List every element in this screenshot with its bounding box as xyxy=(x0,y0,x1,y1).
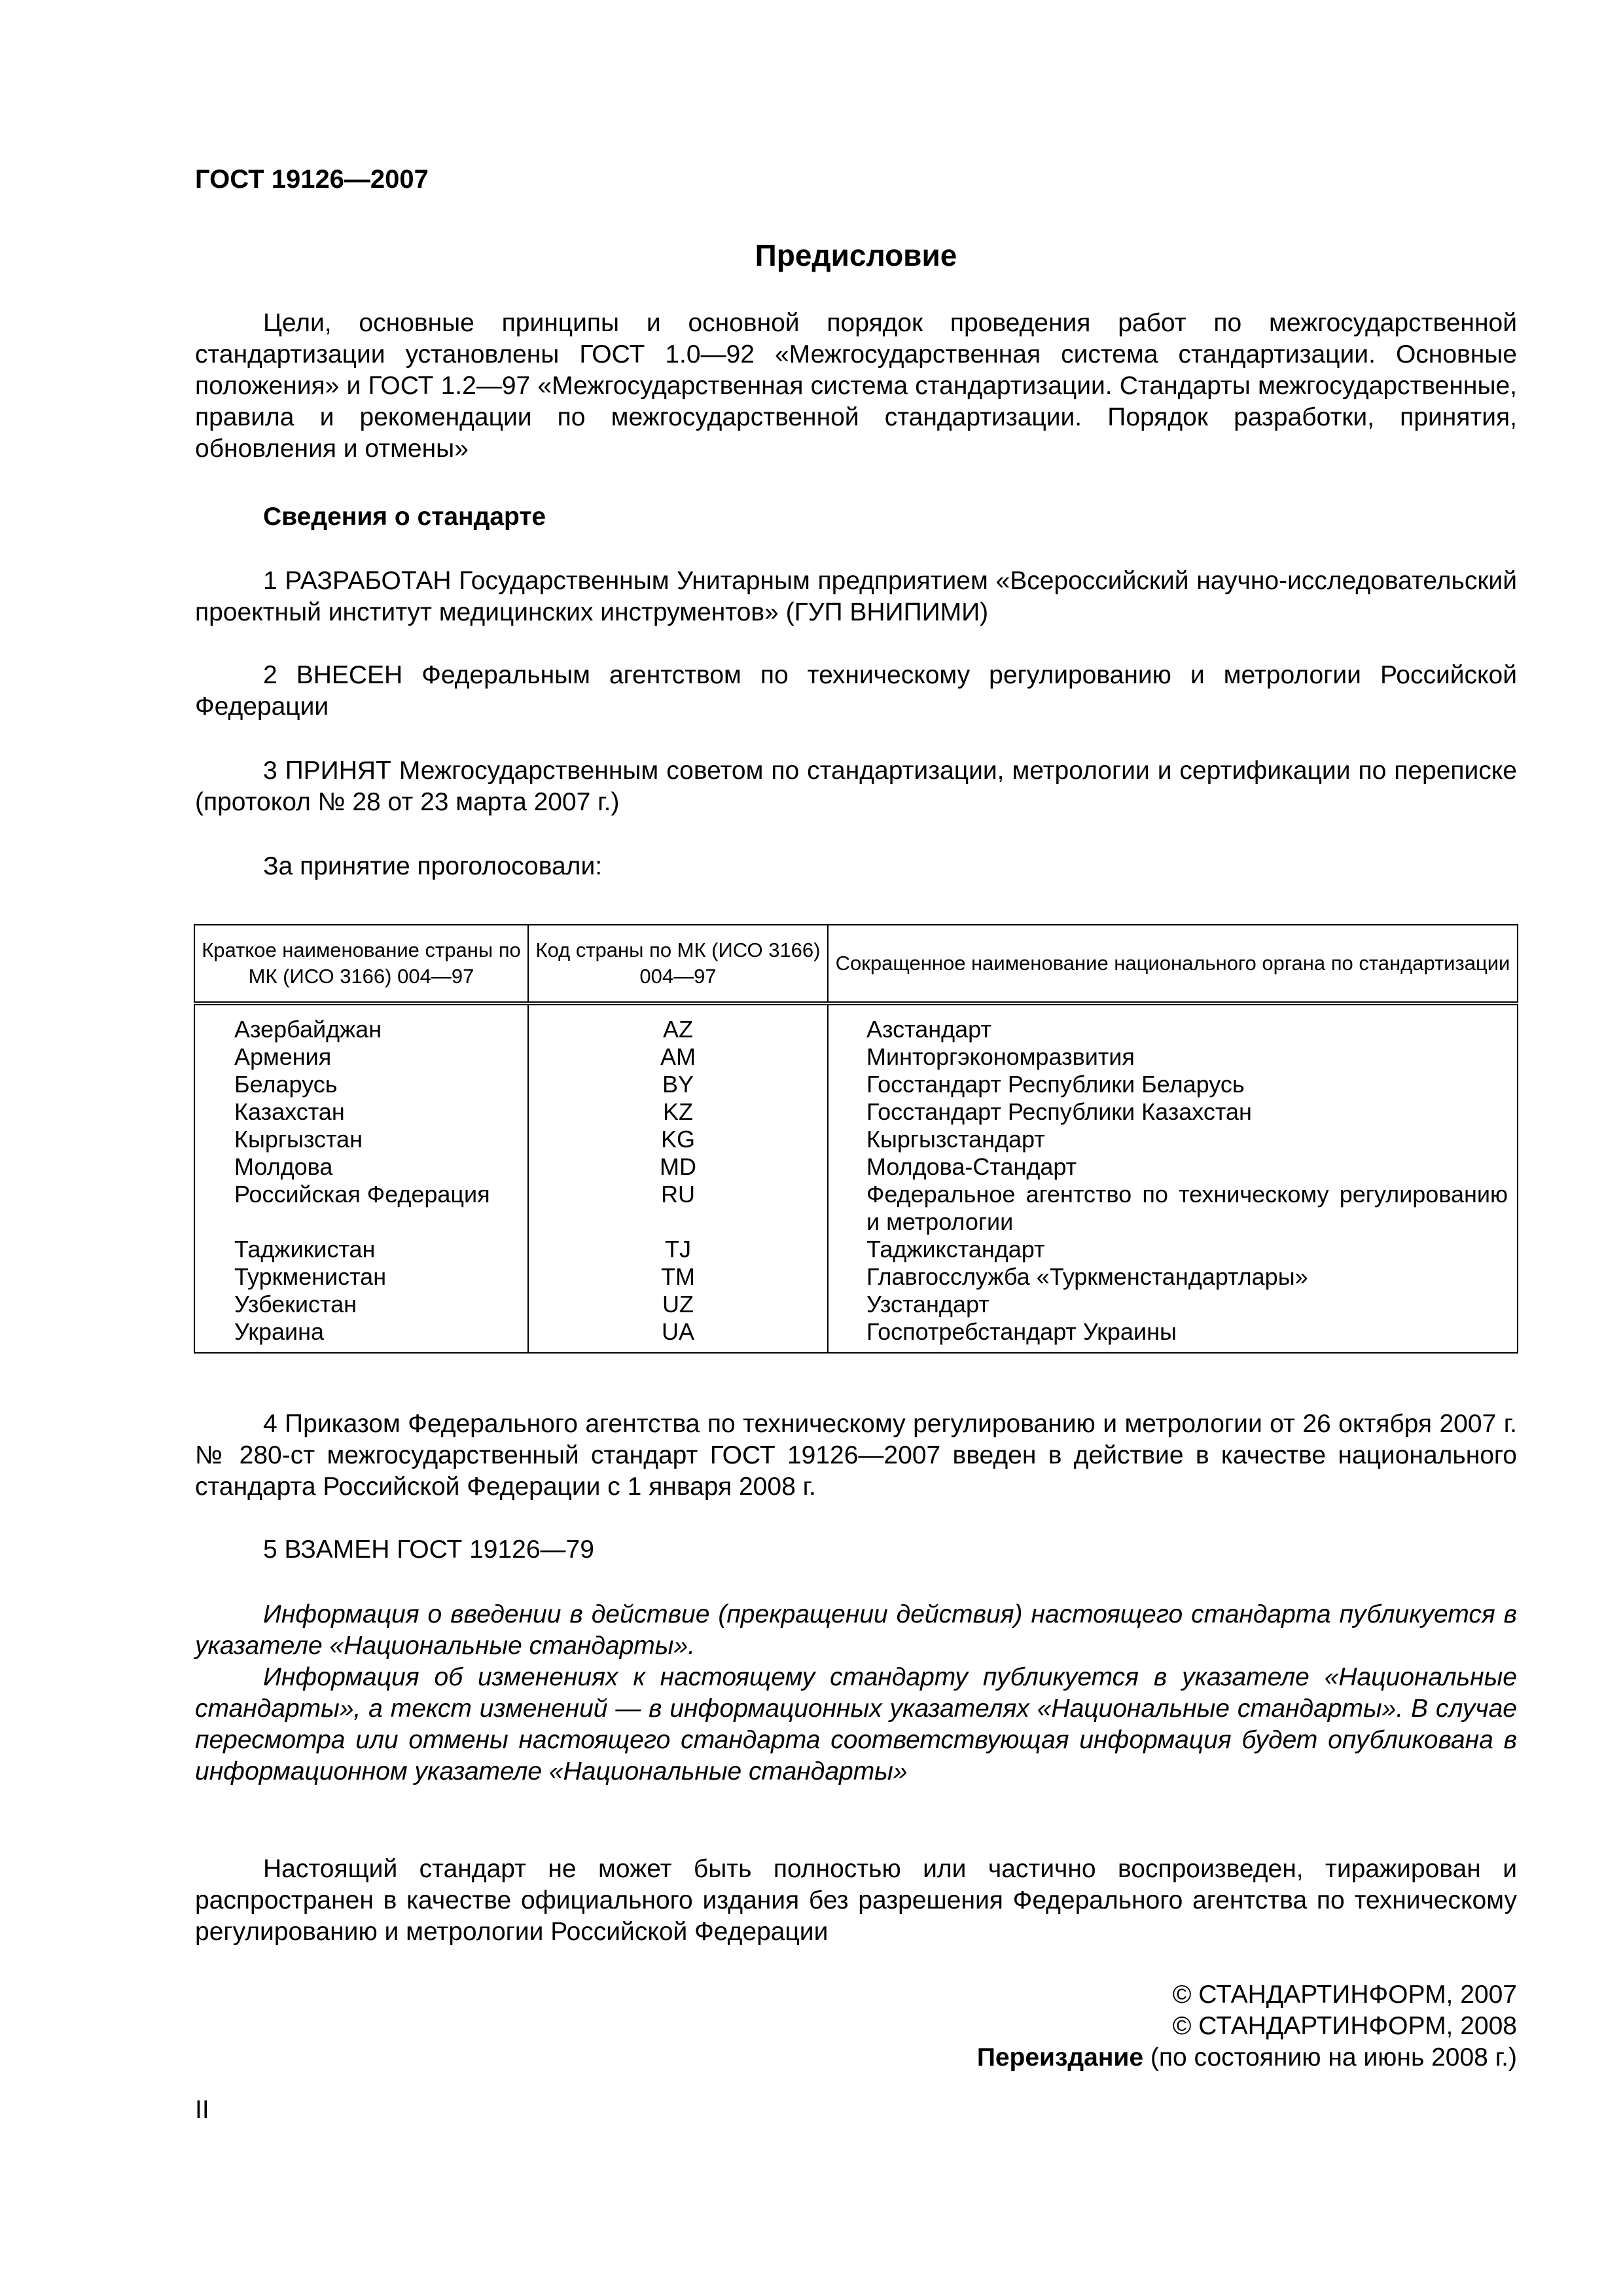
country-cell: Молдова xyxy=(194,1153,528,1181)
info-text: Информация об изменениях к настоящему стандарту публикуется в указателе «Национальные стандарты», а текст изменений — в информационных указателях «Национальные стандарты». В случае пересмотра или отмены настоящего стандарта соответствующая информация будет опубликована в информационном указателе «Национальные стандарты» xyxy=(195,1663,1517,1785)
item-text: 2 ВНЕСЕН Федеральным агентством по техническому регулированию и метрологии Российской Федерации xyxy=(195,661,1517,721)
body-cell: Главгосслужба «Туркменстандартлары» xyxy=(828,1263,1518,1291)
country-cell: Кыргызстан xyxy=(194,1126,528,1153)
country-cell: Армения xyxy=(194,1043,528,1071)
table-row xyxy=(194,1181,1518,1236)
body-cell: Кыргызстандарт xyxy=(828,1126,1518,1153)
info-block xyxy=(195,1599,1517,1787)
col-header-code: Код страны по МК (ИСО 3166) 004—97 xyxy=(528,925,828,1003)
col-header-body: Сокращенное наименование национального органа по стандартизации xyxy=(828,925,1518,1003)
country-cell: Украина xyxy=(194,1318,528,1353)
table-row xyxy=(194,1098,1518,1126)
country-cell: Беларусь xyxy=(194,1071,528,1098)
intro-paragraph xyxy=(195,308,1517,465)
table-row xyxy=(194,1291,1518,1318)
code-cell: BY xyxy=(528,1071,828,1098)
table-row xyxy=(194,1003,1518,1043)
body-cell: Таджикстандарт xyxy=(828,1236,1518,1263)
table-row xyxy=(194,1153,1518,1181)
item-1 xyxy=(195,565,1517,628)
reissue-line xyxy=(195,2042,1517,2073)
item-text: 3 ПРИНЯТ Межгосударственным советом по стандартизации, метрологии и сертификации по переписке (протокол № 28 от 23 марта 2007 г.) xyxy=(195,757,1517,816)
item-text: 5 ВЗАМЕН ГОСТ 19126—79 xyxy=(263,1535,594,1564)
item-5 xyxy=(195,1534,1517,1566)
intro-text: Цели, основные принципы и основной порядок проведения работ по межгосударственной стандартизации установлены ГОСТ 1.0—92 «Межгосударственная система стандартизации. Основные положения» и ГОСТ 1.2—97 «Межгосударственная система стандартизации. Стандарты межгосударственные, правила и рекомендации по межгосударственной стандартизации. Порядок разработки, принятия, обновления и отмены» xyxy=(195,309,1517,463)
page-number: II xyxy=(195,2096,209,2124)
notice-text: Настоящий стандарт не может быть полностью или частично воспроизведен, тиражирован и распространен в качестве официального издания без разрешения Федерального агентства по техническому регулированию и метрологии Российской Федерации xyxy=(195,1855,1517,1946)
copyright-block xyxy=(195,1979,1517,2073)
code-cell: AM xyxy=(528,1043,828,1071)
table-row xyxy=(194,1318,1518,1353)
code-cell: AZ xyxy=(528,1003,828,1043)
copyright-line: © СТАНДАРТИНФОРМ, 2007 xyxy=(1172,1981,1517,2009)
item-2 xyxy=(195,660,1517,723)
table-row xyxy=(194,1263,1518,1291)
code-cell: TJ xyxy=(528,1236,828,1263)
body-cell: Азстандарт xyxy=(828,1003,1518,1043)
body-cell: Госстандарт Республики Казахстан xyxy=(828,1098,1518,1126)
reissue-label: Переиздание xyxy=(976,2043,1144,2072)
code-cell: UA xyxy=(528,1318,828,1353)
page-title: Предисловие xyxy=(755,238,957,272)
body-cell: Госпотребстандарт Украины xyxy=(828,1318,1518,1353)
code-cell: RU xyxy=(528,1181,828,1236)
section-heading-text: Сведения о стандарте xyxy=(263,503,546,531)
table-row xyxy=(194,1236,1518,1263)
country-cell: Таджикистан xyxy=(194,1236,528,1263)
code-cell: UZ xyxy=(528,1291,828,1318)
code-cell: MD xyxy=(528,1153,828,1181)
code-cell: TM xyxy=(528,1263,828,1291)
body-cell: Молдова-Стандарт xyxy=(828,1153,1518,1181)
country-cell: Узбекистан xyxy=(194,1291,528,1318)
copyright-line: © СТАНДАРТИНФОРМ, 2008 xyxy=(1172,2012,1517,2040)
section-heading xyxy=(195,501,1517,533)
body-cell: Федеральное агентство по техническому регулированию и метрологии xyxy=(828,1181,1518,1236)
table-row xyxy=(194,1071,1518,1098)
info-text: Информация о введении в действие (прекращении действия) настоящего стандарта публикуется в указателе «Национальные стандарты». xyxy=(195,1600,1517,1660)
item-text: За принятие проголосовали: xyxy=(263,852,603,880)
body-cell: Минторгэкономразвития xyxy=(828,1043,1518,1071)
item-text: 4 Приказом Федерального агентства по техническому регулированию и метрологии от 26 октября 2007 г. № 280-ст межгосударственный стандарт ГОСТ 19126—2007 введен в действие в качестве национального стандарта Российской Федерации с 1 января 2008 г. xyxy=(195,1410,1517,1501)
document-code: ГОСТ 19126—2007 xyxy=(195,165,429,194)
country-cell: Казахстан xyxy=(194,1098,528,1126)
col-header-country: Краткое наименование страны по МК (ИСО 3166) 004—97 xyxy=(194,925,528,1003)
code-cell: KZ xyxy=(528,1098,828,1126)
item-text: 1 РАЗРАБОТАН Государственным Унитарным предприятием «Всероссийский научно-исследовательский проектный институт медицинских инструментов» (ГУП ВНИПИМИ) xyxy=(195,567,1517,626)
vote-label xyxy=(195,851,1517,882)
reissue-date: (по состоянию на июнь 2008 г.) xyxy=(1143,2043,1517,2072)
body-cell: Узстандарт xyxy=(828,1291,1518,1318)
voting-table xyxy=(194,924,1518,1354)
table-row xyxy=(194,1043,1518,1071)
item-4 xyxy=(195,1408,1517,1503)
notice xyxy=(195,1854,1517,1948)
code-cell: KG xyxy=(528,1126,828,1153)
item-3 xyxy=(195,755,1517,818)
country-cell: Российская Федерация xyxy=(194,1181,528,1236)
country-cell: Азербайджан xyxy=(194,1003,528,1043)
body-cell: Госстандарт Республики Беларусь xyxy=(828,1071,1518,1098)
table-row xyxy=(194,1126,1518,1153)
country-cell: Туркменистан xyxy=(194,1263,528,1291)
